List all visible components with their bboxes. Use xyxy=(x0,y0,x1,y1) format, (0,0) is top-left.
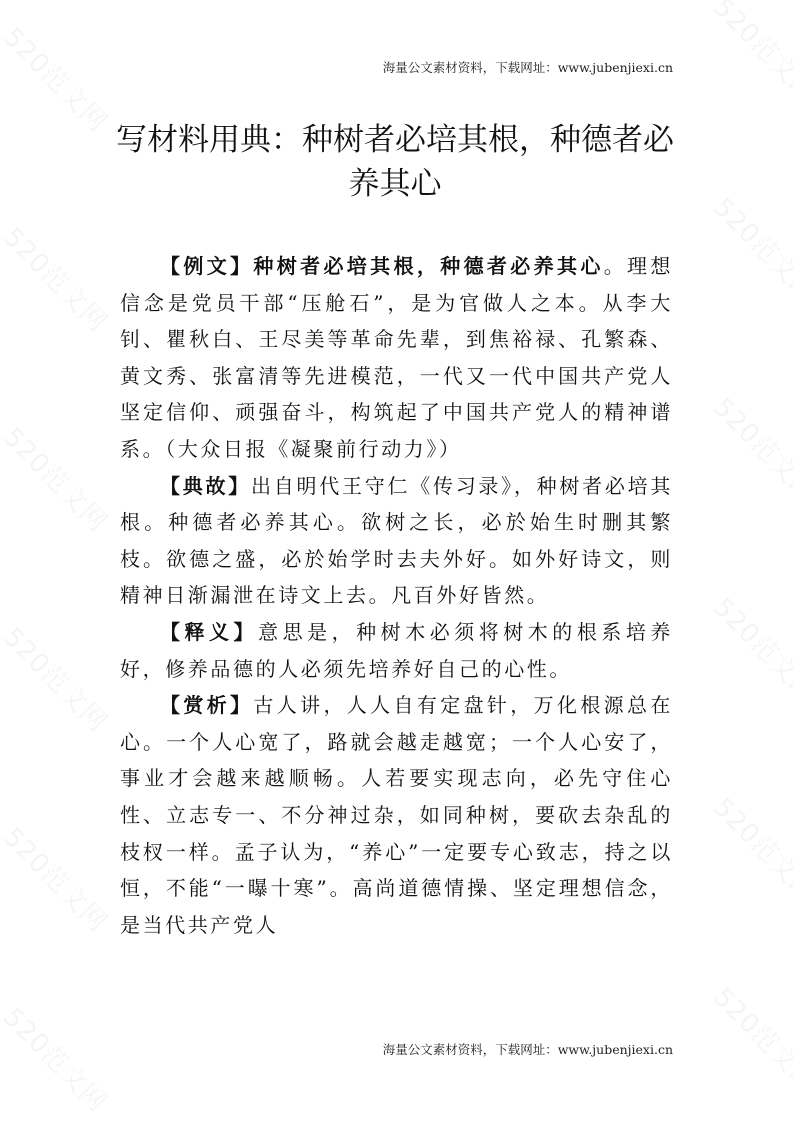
watermark-text xyxy=(706,188,793,309)
watermark-text xyxy=(706,388,793,509)
document-body xyxy=(120,248,673,943)
section-label: 【释义】 xyxy=(160,619,259,644)
watermark-text xyxy=(0,818,117,939)
section-example xyxy=(120,248,673,468)
section-text: 意思是，种树木必须将树木的根系培养好，修养品德的人必须先培养好自己的心性。 xyxy=(120,619,673,681)
header-download-note: 海量公文素材资料，下载网址：www.jubenjiexi.cn xyxy=(382,60,673,75)
section-allusion xyxy=(120,468,673,614)
section-text: 古人讲，人人自有定盘针，万化根源总在心。一个人心宽了，路就会越走越宽；一个人心安了，事业才会越来越顺畅。人若要实现志向，必先守住心性、立志专一、不分神过杂，如同种树，要砍去杂乱的枝杈一样。孟子认为，“养心”一定要专心致志，持之以恒，不能“一曝十寒”。高尚道德情操、坚定理想信念，是当代共产党人 xyxy=(120,693,673,937)
section-label: 【赏析】 xyxy=(160,693,254,718)
footer-download-note: 海量公文素材资料，下载网址：www.jubenjiexi.cn xyxy=(382,1042,673,1057)
watermark-text xyxy=(706,788,793,909)
section-emphasis: 种树者必培其根，种德者必养其心 xyxy=(253,254,604,278)
section-label: 【典故】 xyxy=(160,473,251,498)
section-text: 。理想信念是党员干部“压舱石”，是为官做人之本。从李大钊、瞿秋白、王尽美等革命先辈，到焦裕禄、孔繁森、黄文秀、张富清等先进模范，一代又一代中国共产党人坚定信仰、顽强奋斗，构筑起了中国共产党人的精神谱系。（大众日报《凝聚前行动力》） xyxy=(120,254,673,461)
watermark-text xyxy=(0,618,117,739)
section-label: 【例文】 xyxy=(160,254,254,278)
section-appreciation xyxy=(120,687,673,943)
watermark-text xyxy=(0,18,117,139)
watermark-text xyxy=(706,0,793,109)
watermark-text xyxy=(706,978,793,1099)
watermark-text xyxy=(706,588,793,709)
watermark-text xyxy=(0,218,117,339)
section-meaning xyxy=(120,614,673,687)
watermark-text xyxy=(0,998,117,1119)
document-title: 写材料用典：种树者必培其根，种德者必养其心 xyxy=(116,122,674,202)
section-text: 出自明代王守仁《传习录》，种树者必培其根。种德者必养其心。欲树之长，必於始生时删其繁枝。欲德之盛，必於始学时去夫外好。如外好诗文，则精神日渐漏泄在诗文上去。凡百外好皆然。 xyxy=(120,473,673,608)
watermark-text xyxy=(0,418,117,539)
